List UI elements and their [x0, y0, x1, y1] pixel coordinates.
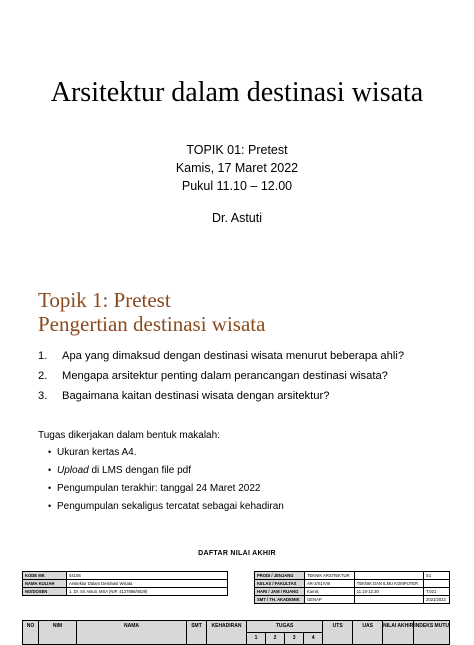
bullet-icon: •	[48, 465, 52, 475]
question-item	[38, 349, 458, 363]
table-cell: NO	[23, 621, 39, 645]
table-cell: KELAS / FAKULTAS	[255, 580, 305, 588]
text-span: Ukuran kertas A4.	[57, 447, 137, 458]
table-cell: 04106	[67, 572, 228, 580]
text-span: 1.	[38, 350, 48, 362]
table-cell: TUGAS	[247, 621, 323, 633]
slide-heading-line2: Pengertian destinasi wisata	[38, 312, 266, 336]
course-info-table	[22, 571, 228, 596]
table-cell: S1	[424, 572, 450, 580]
text-span: Pengumpulan terakhir: tanggal 24 Maret 2022	[57, 483, 261, 494]
pretest-slide	[0, 268, 474, 538]
table-cell	[354, 596, 423, 604]
table-cell: 2021/2022	[424, 596, 450, 604]
bullet-icon: •	[48, 447, 52, 457]
table-cell: 3	[285, 633, 304, 645]
bullet-icon: •	[48, 483, 52, 493]
text-span: di LMS dengan file pdf	[88, 465, 191, 476]
table-cell: 1	[247, 633, 266, 645]
grade-list-title: DAFTAR NILAI AKHIR	[198, 550, 276, 557]
question-item	[38, 369, 458, 383]
grade-table	[22, 620, 450, 645]
table-cell: Kamis	[305, 588, 355, 596]
table-cell: UTS	[323, 621, 353, 645]
table-cell: NILAI AKHIR	[383, 621, 414, 645]
table-cell: PRODI / JENJANG	[255, 572, 305, 580]
table-cell: Arsitektur Dalam Destinasi Wisata	[67, 580, 228, 588]
text-span: Upload	[57, 465, 89, 476]
table-cell: 11.10-12.30	[354, 588, 423, 596]
class-info-table	[254, 571, 450, 604]
task-intro: Tugas dikerjakan dalam bentuk makalah:	[38, 430, 220, 441]
table-cell: KODE MK	[23, 572, 67, 580]
table-cell: HARI / JAM / RUANG	[255, 588, 305, 596]
task-bullet	[48, 464, 284, 477]
table-cell	[354, 572, 423, 580]
table-cell: SMT	[187, 621, 207, 645]
grade-list-slide	[0, 540, 474, 641]
grade-header-row	[23, 621, 450, 633]
table-cell: T.021	[424, 588, 450, 596]
table-cell: NO/DOSEN	[23, 588, 67, 596]
slide-title: Arsitektur dalam destinasi wisata	[50, 77, 424, 108]
time-label: Pukul 11.10 – 12.00	[181, 179, 293, 193]
date-label: Kamis, 17 Maret 2022	[175, 161, 299, 175]
table-cell: UAS	[353, 621, 383, 645]
title-slide	[0, 0, 474, 262]
text-span: Pengumpulan sekaligus tercatat sebagai kehadiran	[57, 501, 284, 512]
table-cell: TEKNIK DAN ILMU KOMPUTER	[354, 580, 423, 588]
table-cell: TEKNIK ARSITEKTUR	[305, 572, 355, 580]
task-bullet	[48, 446, 284, 459]
task-bullet	[48, 500, 284, 513]
table-cell: NAMA KULIAH	[23, 580, 67, 588]
table-cell: GENAP	[305, 596, 355, 604]
task-bullet-list	[48, 446, 284, 518]
table-cell: 1. Dr. Sri Astuti, MSA (NIP. 4127888/0639)	[67, 588, 228, 596]
table-cell: INDEKS MUTU	[414, 621, 450, 645]
task-bullet	[48, 482, 284, 495]
table-cell: KEHADIRAN	[207, 621, 247, 645]
text-span: Bagaimana kaitan destinasi wisata dengan arsitektur?	[62, 390, 330, 402]
text-span: 3.	[38, 390, 48, 402]
table-cell: 4	[304, 633, 323, 645]
text-span: Apa yang dimaksud dengan destinasi wisata menurut beberapa ahli?	[62, 350, 405, 362]
topic-label: TOPIK 01: Pretest	[186, 143, 288, 157]
text-span: Mengapa arsitektur penting dalam perancangan destinasi wisata?	[62, 370, 388, 382]
bullet-icon: •	[48, 501, 52, 511]
table-cell	[424, 580, 450, 588]
question-list	[38, 349, 458, 409]
table-cell: SMT / TH. AKADEMIK	[255, 596, 305, 604]
slide-heading-line1: Topik 1: Pretest	[38, 288, 171, 312]
question-item	[38, 389, 458, 403]
lecturer-label: Dr. Astuti	[211, 211, 263, 225]
text-span: 2.	[38, 370, 48, 382]
table-cell: NIM	[39, 621, 77, 645]
table-cell: 2	[266, 633, 285, 645]
table-cell: NAMA	[77, 621, 187, 645]
table-cell: AR-2/S1/VIII	[305, 580, 355, 588]
